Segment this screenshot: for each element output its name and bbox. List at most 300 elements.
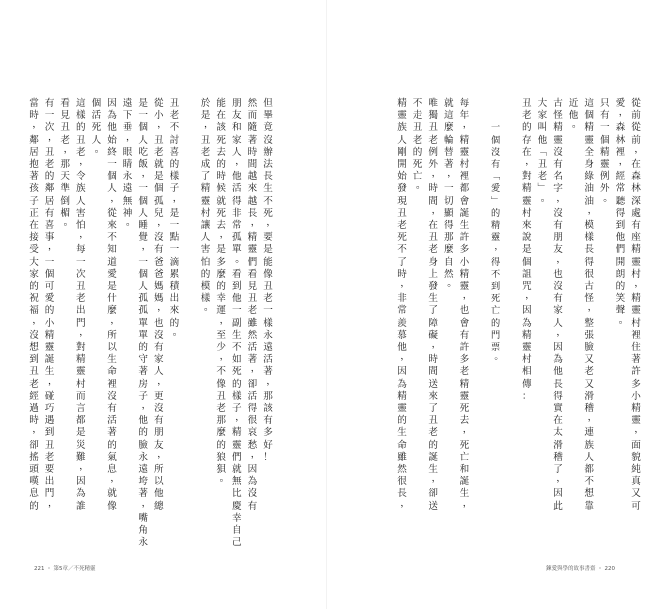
text-char: 因 xyxy=(522,305,532,317)
text-char: 看 xyxy=(60,98,70,109)
text-char: 友 xyxy=(553,244,563,256)
text-char: 那 xyxy=(60,159,70,170)
text-char: 家 xyxy=(154,354,164,366)
text-char: ， xyxy=(172,192,183,204)
text-char: 門 xyxy=(491,329,501,341)
text-char: 終 xyxy=(107,146,117,158)
text-char: 精 xyxy=(522,183,532,195)
text-char: 候 xyxy=(216,183,226,195)
text-char: 成 xyxy=(200,159,211,170)
text-char: 近 xyxy=(568,98,579,109)
text-char: 朗 xyxy=(615,268,626,280)
text-char: 的 xyxy=(428,439,438,451)
text-char: 得 xyxy=(491,256,501,268)
text-char: 小 xyxy=(459,256,470,268)
text-char: ， xyxy=(219,351,230,363)
text-char: 人 xyxy=(138,281,148,292)
text-char: 個 xyxy=(138,268,148,280)
text-char: 愛 xyxy=(491,183,501,195)
text-char: 法 xyxy=(263,159,273,170)
text-char: 對 xyxy=(76,342,86,353)
text-char: 切 xyxy=(444,195,454,207)
text-char: 非 xyxy=(232,207,242,219)
text-char: 單 xyxy=(138,317,148,329)
text-char: 外 xyxy=(600,183,610,195)
text-char: 言 xyxy=(76,403,86,414)
text-char: 常 xyxy=(397,305,407,317)
text-char: 字 xyxy=(553,183,563,195)
text-char: ， xyxy=(431,168,442,180)
text-char: 著 xyxy=(631,354,641,366)
text-char: 抱 xyxy=(29,159,39,170)
text-char: 個 xyxy=(600,134,610,146)
text-char: 叫 xyxy=(537,122,548,134)
text-char: 純 xyxy=(631,464,641,475)
text-char: 永 xyxy=(122,171,133,183)
text-char: 死 xyxy=(459,403,470,414)
text-char: 雖 xyxy=(397,451,407,463)
text-char: 一 xyxy=(169,244,180,256)
text-char: 一 xyxy=(491,122,501,134)
text-char: 間 xyxy=(428,195,438,207)
text-char: 為 xyxy=(107,110,117,122)
text-char: 活 xyxy=(91,110,102,122)
text-char: 。 xyxy=(494,351,504,363)
text-char: 天 xyxy=(60,171,70,183)
text-char: 單 xyxy=(232,244,242,256)
text-char: 沒 xyxy=(553,281,563,292)
text-char: 丑 xyxy=(428,415,438,427)
text-char: 的 xyxy=(107,439,117,451)
text-char: ， xyxy=(204,119,214,131)
text-char: 老 xyxy=(247,305,258,317)
text-char: ， xyxy=(462,424,473,436)
text-char: 現 xyxy=(397,195,407,207)
text-char: 族 xyxy=(397,122,407,134)
text-char: 然 xyxy=(247,329,258,341)
text-char: 是 xyxy=(216,244,226,256)
text-char: 媽 xyxy=(154,293,164,305)
text-char: 友 xyxy=(232,110,242,122)
text-char: 人 xyxy=(91,134,102,146)
text-char: 古 xyxy=(584,281,594,292)
text-char: 孤 xyxy=(154,195,164,207)
text-char: 麼 xyxy=(216,268,226,280)
text-char: 。 xyxy=(618,314,629,326)
text-char: 的 xyxy=(169,317,180,329)
text-char: 怪 xyxy=(584,293,594,305)
text-char: 丑 xyxy=(537,159,548,170)
text-char: 送 xyxy=(428,378,438,390)
text-char: 這 xyxy=(444,110,454,122)
text-char: 子 xyxy=(232,403,242,414)
text-char: 到 xyxy=(491,281,501,292)
text-char: 樣 xyxy=(584,232,594,244)
text-char: ， xyxy=(79,156,89,167)
text-char: 老 xyxy=(412,134,423,146)
text-char: 沒 xyxy=(263,134,273,146)
text-char: ， xyxy=(250,448,261,460)
text-char: 嘆 xyxy=(29,476,39,488)
text-char: 一 xyxy=(107,159,117,170)
text-char: 不 xyxy=(584,476,594,488)
text-char: 說 xyxy=(522,232,532,244)
text-char: 他 xyxy=(568,110,579,122)
text-char: 大 xyxy=(29,256,39,268)
text-char: ， xyxy=(556,253,566,265)
text-char: 亡 xyxy=(412,171,423,183)
text-char: 丑 xyxy=(44,439,55,451)
text-char: 孩 xyxy=(29,183,39,195)
text-char: 見 xyxy=(60,110,70,122)
text-char: 時 xyxy=(29,110,39,122)
text-char: 有 xyxy=(491,159,501,170)
text-char: 常 xyxy=(615,183,626,195)
text-char: 見 xyxy=(247,281,258,292)
text-char: 是 xyxy=(76,427,86,439)
text-char: 的 xyxy=(44,305,55,317)
text-char: ﹂ xyxy=(537,183,548,195)
text-char: 的 xyxy=(216,159,226,170)
text-char: 村 xyxy=(522,354,532,366)
text-char: 道 xyxy=(107,256,117,268)
text-char: ， xyxy=(250,363,261,375)
text-char: 然 xyxy=(247,98,258,109)
text-char: 老 xyxy=(428,134,438,146)
text-char: 碰 xyxy=(44,390,55,402)
text-char: 老 xyxy=(76,146,86,158)
text-char: 了 xyxy=(428,305,438,317)
text-char: 下 xyxy=(122,110,133,122)
text-char: 亡 xyxy=(491,305,501,317)
text-char: 為 xyxy=(522,317,532,329)
text-char: 也 xyxy=(154,317,164,329)
text-char: 麼 xyxy=(216,427,226,439)
text-char: ， xyxy=(32,424,42,436)
text-char: 有 xyxy=(263,415,273,427)
text-char: 的 xyxy=(29,500,39,512)
text-char: 麼 xyxy=(444,122,454,134)
text-char: 臉 xyxy=(584,342,594,353)
text-char: 好 xyxy=(263,439,273,451)
text-char: 怕 xyxy=(76,220,86,231)
text-char: 門 xyxy=(44,488,55,500)
text-char: 的 xyxy=(44,171,55,183)
text-char: 老 xyxy=(428,244,438,256)
text-char: 沒 xyxy=(154,329,164,341)
text-char: 有 xyxy=(154,244,164,256)
text-char: 不 xyxy=(412,98,423,109)
text-char: ， xyxy=(618,156,629,167)
text-char: 誕 xyxy=(459,476,470,488)
text-char: 竟 xyxy=(263,122,273,134)
text-char: 為 xyxy=(247,476,258,488)
text-char: 多 xyxy=(263,427,273,439)
text-char: 活 xyxy=(232,183,242,195)
text-char: 那 xyxy=(444,232,454,244)
text-char: 不 xyxy=(232,342,242,353)
text-char: 而 xyxy=(247,110,258,122)
text-char: ， xyxy=(556,473,566,485)
text-char: 永 xyxy=(138,537,148,549)
text-char: 著 xyxy=(247,354,258,366)
text-char: 也 xyxy=(459,305,470,317)
text-char: 他 xyxy=(154,488,164,500)
text-char: 個 xyxy=(138,195,148,207)
text-char: 居 xyxy=(29,146,39,158)
text-char: ， xyxy=(525,290,535,302)
text-char: 這 xyxy=(584,98,594,109)
text-char: 有 xyxy=(631,220,641,231)
text-char: 老 xyxy=(200,146,211,158)
text-char: 幸 xyxy=(216,293,226,305)
text-char: 靈 xyxy=(553,134,563,146)
text-char: 麼 xyxy=(444,244,454,256)
text-char: 就 xyxy=(232,464,242,475)
text-char: 來 xyxy=(522,220,532,231)
text-char: 都 xyxy=(76,415,86,427)
text-char: ， xyxy=(634,143,644,155)
text-char: ， xyxy=(525,156,535,167)
text-char: ， xyxy=(587,412,598,424)
text-char: 氣 xyxy=(107,451,117,463)
text-char: 讓 xyxy=(200,220,211,231)
text-char: 人 xyxy=(138,207,148,219)
text-char: 沒 xyxy=(29,329,39,341)
text-char: 。 xyxy=(94,143,105,155)
text-char: 靈 xyxy=(631,305,641,317)
text-char: 大 xyxy=(537,98,548,109)
text-char: 己 xyxy=(232,537,242,549)
text-char: 例 xyxy=(600,171,610,183)
text-char: ， xyxy=(266,375,276,387)
text-char: 輪 xyxy=(444,134,454,146)
text-char: ， xyxy=(235,156,245,167)
text-char: 個 xyxy=(491,134,501,146)
text-char: 了 xyxy=(200,171,211,183)
text-char: 老 xyxy=(29,378,39,390)
text-char: 祝 xyxy=(29,293,39,305)
text-char: ﹂ xyxy=(491,195,501,207)
text-char: 如 xyxy=(232,354,242,366)
text-char: 愁 xyxy=(247,439,258,451)
text-char: 可 xyxy=(44,281,55,292)
text-char: 孤 xyxy=(138,293,148,305)
text-char: 的 xyxy=(412,146,423,158)
text-char: 靈 xyxy=(200,195,211,207)
text-char: 接 xyxy=(29,232,39,244)
text-char: 命 xyxy=(397,439,407,451)
text-char: 鄰 xyxy=(44,183,55,195)
text-char: ， xyxy=(63,143,74,155)
text-char: 每 xyxy=(76,244,86,256)
text-char: 丑 xyxy=(263,281,273,292)
text-char: 生 xyxy=(428,464,438,475)
text-char: 始 xyxy=(107,134,117,146)
text-char: 們 xyxy=(232,451,242,463)
text-char: 生 xyxy=(397,427,407,439)
text-char: 長 xyxy=(263,171,273,183)
text-char: ， xyxy=(48,497,58,509)
text-char: 靈 xyxy=(522,195,532,207)
text-char: 。 xyxy=(219,473,230,485)
text-char: 隨 xyxy=(247,122,258,134)
right-page-folio: 鍊愛與學的故事書齋 ・ 220 xyxy=(546,566,615,572)
text-char: 稽 xyxy=(553,451,563,463)
text-char: 丑 xyxy=(44,146,55,158)
text-char: 來 xyxy=(169,305,180,317)
text-char: 聽 xyxy=(615,195,626,207)
text-char: 討 xyxy=(169,134,180,146)
text-char: 裡 xyxy=(615,146,626,158)
text-char: 媽 xyxy=(154,281,164,292)
text-char: 遠 xyxy=(122,183,133,195)
text-char: 沒 xyxy=(491,146,501,158)
text-char: 精 xyxy=(631,293,641,305)
text-char: 著 xyxy=(247,134,258,146)
text-char: 丑 xyxy=(397,207,407,219)
text-char: 有 xyxy=(600,110,610,122)
text-char: 朋 xyxy=(154,427,164,439)
text-char: 遇 xyxy=(44,415,55,427)
text-char: 頭 xyxy=(29,464,39,475)
text-char: 孤 xyxy=(232,232,242,244)
text-char: 詛 xyxy=(522,268,532,280)
text-char: 裡 xyxy=(459,171,470,183)
text-char: 能 xyxy=(216,98,226,109)
text-char: 精 xyxy=(200,183,211,195)
text-char: ， xyxy=(618,107,629,119)
text-char: 當 xyxy=(29,98,39,109)
text-char: 古 xyxy=(553,98,563,109)
text-char: 樣 xyxy=(200,293,211,305)
text-char: 狼 xyxy=(216,451,226,463)
text-char: 面 xyxy=(631,439,641,451)
text-char: 靠 xyxy=(584,500,594,512)
text-char: 於 xyxy=(200,98,211,109)
text-char: ， xyxy=(157,302,167,314)
text-char: ， xyxy=(48,375,58,387)
text-char: 臉 xyxy=(138,439,148,451)
text-char: 所 xyxy=(154,464,164,475)
text-char: 一 xyxy=(169,220,180,231)
text-char: 。 xyxy=(416,180,426,192)
text-char: 長 xyxy=(584,244,594,256)
text-char: 老 xyxy=(397,220,407,231)
text-char: 就 xyxy=(444,98,454,109)
text-char: 是 xyxy=(138,98,148,109)
text-char: 從 xyxy=(154,98,164,109)
text-char: 爸 xyxy=(154,256,164,268)
text-char: 一 xyxy=(444,183,454,195)
text-char: ， xyxy=(32,314,42,326)
text-char: 喜 xyxy=(44,220,55,231)
text-char: 卻 xyxy=(247,378,258,390)
text-char: 出 xyxy=(76,305,86,317)
text-char: 笑 xyxy=(615,293,626,305)
text-char: 一 xyxy=(76,256,86,268)
text-char: 小 xyxy=(44,317,55,329)
text-char: 一 xyxy=(600,122,610,134)
text-char: 朋 xyxy=(553,232,563,244)
text-char: 裡 xyxy=(631,329,641,341)
text-char: 個 xyxy=(584,110,594,122)
text-char: 更 xyxy=(154,390,164,402)
text-char: 綠 xyxy=(584,171,594,183)
text-char: 怪 xyxy=(553,110,563,122)
text-char: 一 xyxy=(138,256,148,268)
text-char: 友 xyxy=(154,439,164,451)
text-char: 不 xyxy=(263,195,273,207)
text-char: 就 xyxy=(107,488,117,500)
text-char: 丑 xyxy=(154,134,164,146)
text-char: 個 xyxy=(91,98,102,109)
text-char: 模 xyxy=(200,281,211,292)
text-char: 靈 xyxy=(631,415,641,427)
text-char: 正 xyxy=(29,207,39,219)
text-char: 垮 xyxy=(138,476,148,488)
text-char: ， xyxy=(400,278,410,289)
text-char: 生 xyxy=(44,366,55,378)
text-char: ， xyxy=(462,119,473,131)
text-char: 覺 xyxy=(138,232,148,244)
text-char: 次 xyxy=(76,268,86,280)
text-char: 像 xyxy=(216,378,226,390)
text-char: 靈 xyxy=(584,134,594,146)
text-char: 又 xyxy=(584,354,594,366)
text-char: 整 xyxy=(584,317,594,329)
text-char: 有 xyxy=(44,207,55,219)
text-char: 不 xyxy=(216,366,226,378)
text-char: 那 xyxy=(263,390,273,402)
text-char: 樣 xyxy=(263,317,273,329)
text-char: 外 xyxy=(428,159,438,170)
text-char: 要 xyxy=(263,232,273,244)
left-page-folio: 221 ・ 第5章／不死精靈 xyxy=(34,566,96,572)
text-char: 的 xyxy=(138,427,148,439)
text-char: 了 xyxy=(397,256,407,268)
text-char: 家 xyxy=(553,305,563,317)
text-char: 身 xyxy=(584,159,594,170)
text-char: 丑 xyxy=(76,281,86,292)
text-char: 活 xyxy=(247,390,258,402)
text-char: 精 xyxy=(491,220,501,231)
text-char: 是 xyxy=(154,171,164,183)
text-char: 來 xyxy=(428,390,438,402)
text-char: ， xyxy=(587,204,598,216)
text-char: 然 xyxy=(397,464,407,475)
text-char: 著 xyxy=(444,159,454,170)
text-char: 精 xyxy=(397,98,407,109)
text-char: 開 xyxy=(615,256,626,268)
text-char: 沒 xyxy=(553,146,563,158)
text-char: 很 xyxy=(247,415,258,427)
text-char: 的 xyxy=(216,439,226,451)
text-char: 死 xyxy=(232,366,242,378)
text-char: 但 xyxy=(263,98,273,109)
text-char: 一 xyxy=(232,305,242,317)
text-char: 死 xyxy=(216,207,226,219)
right-page xyxy=(328,0,655,609)
text-char: 運 xyxy=(216,305,226,317)
text-char: 有 xyxy=(154,342,164,353)
text-char: 老 xyxy=(60,134,70,146)
text-char: 辦 xyxy=(263,146,273,158)
text-char: 多 xyxy=(459,244,470,256)
text-char: 精 xyxy=(44,329,55,341)
text-char: 的 xyxy=(397,415,407,427)
text-char: 小 xyxy=(631,390,641,402)
